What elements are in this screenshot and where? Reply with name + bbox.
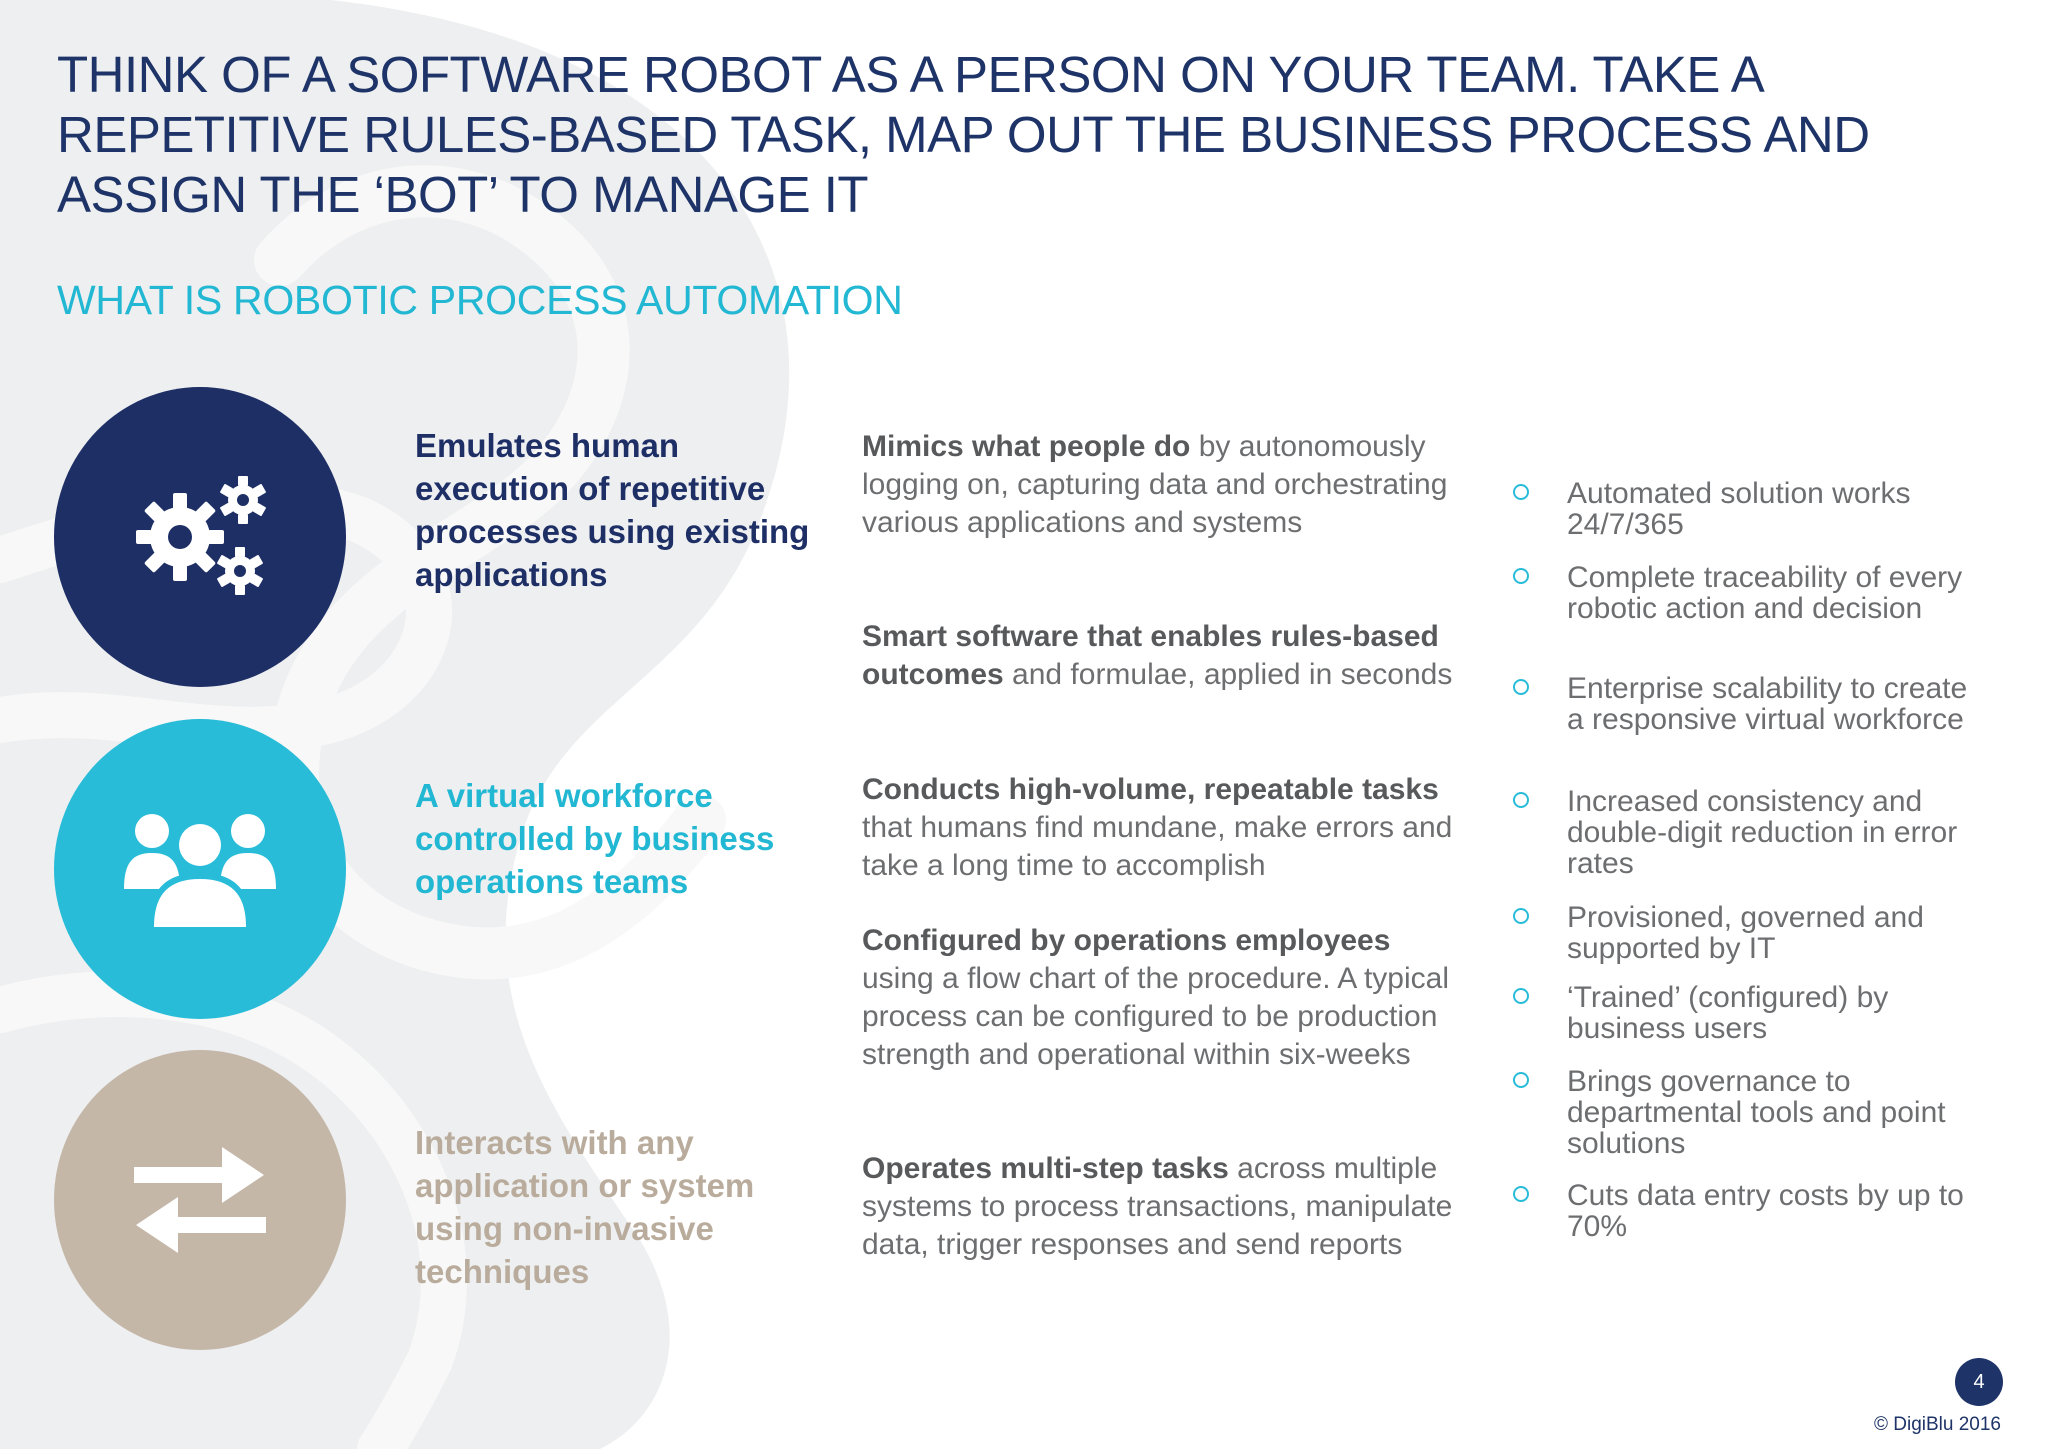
- description-bold: Conducts high-volume, repeatable tasks: [862, 773, 1439, 806]
- description-mimics: [862, 428, 1462, 542]
- description-text: that humans find mundane, make errors and take a long time to accomplish: [862, 811, 1453, 882]
- copyright-notice: © DigiBlu 2016: [1873, 1414, 2001, 1435]
- bullet-circle-icon: [1513, 988, 1529, 1004]
- exchange-arrows-circle: [54, 1050, 346, 1350]
- bullet-circle-icon: [1513, 679, 1529, 695]
- benefit-text: Enterprise scalability to create a responsive virtual workforce: [1567, 672, 1968, 736]
- bullet-circle-icon: [1513, 484, 1529, 500]
- description-high-volume: [862, 771, 1462, 885]
- description-bold: Mimics what people do: [862, 430, 1191, 463]
- bullet-circle-icon: [1513, 568, 1529, 584]
- benefit-text: Automated solution works 24/7/365: [1567, 477, 1911, 541]
- gears-circle: [54, 387, 346, 687]
- description-text: by autonomously logging on, capturing data and orchestrating various applications and systems: [862, 430, 1448, 539]
- feature-label-interacts: Interacts with any application or system using non-invasive techniques: [415, 1124, 755, 1290]
- description-bold: Configured by operations employees: [862, 924, 1391, 957]
- exchange-arrows-icon: [130, 1145, 270, 1255]
- description-bold: Operates multi-step tasks: [862, 1152, 1229, 1185]
- benefit-text: Cuts data entry costs by up to 70%: [1567, 1179, 1964, 1243]
- people-group-circle: [54, 719, 346, 1019]
- description-text: and formulae, applied in seconds: [1003, 658, 1453, 691]
- gears-icon: [125, 467, 275, 607]
- description-text: across multiple systems to process transactions, manipulate data, trigger responses and send reports: [862, 1152, 1453, 1261]
- feature-label-emulates: Emulates human execution of repetitive processes using existing applications: [415, 427, 810, 593]
- benefit-text: Brings governance to departmental tools and point solutions: [1567, 1065, 1946, 1160]
- description-multi-step: [862, 1150, 1462, 1264]
- description-text: using a flow chart of the procedure. A typical process can be configured to be production strength and operational within six-weeks: [862, 962, 1450, 1071]
- description-bold: Smart software that enables rules-based outcomes: [862, 620, 1439, 691]
- benefit-text: Provisioned, governed and supported by IT: [1567, 901, 1924, 965]
- feature-label-virtual-workforce: A virtual workforce controlled by business operations teams: [415, 777, 775, 900]
- bullet-circle-icon: [1513, 908, 1529, 924]
- benefit-text: Increased consistency and double-digit reduction in error rates: [1567, 785, 1958, 880]
- people-group-icon: [120, 809, 280, 929]
- section-title: WHAT IS ROBOTIC PROCESS AUTOMATION: [57, 277, 903, 323]
- benefit-text: ‘Trained’ (configured) by business users: [1567, 981, 1889, 1045]
- bullet-circle-icon: [1513, 1072, 1529, 1088]
- bullet-circle-icon: [1513, 792, 1529, 808]
- main-title: THINK OF A SOFTWARE ROBOT AS A PERSON ON YOUR TEAM. TAKE A REPETITIVE RULES-BASED TASK, MAP OUT THE BUSINESS PROCESS AND ASSIGN THE ‘BOT’ TO MANAGE IT: [57, 46, 1870, 223]
- benefit-text: Complete traceability of every robotic action and decision: [1567, 561, 1963, 625]
- description-configured: [862, 922, 1462, 1074]
- description-smart-software: [862, 618, 1462, 694]
- bullet-circle-icon: [1513, 1186, 1529, 1202]
- page-number-badge: 4: [1955, 1358, 2003, 1406]
